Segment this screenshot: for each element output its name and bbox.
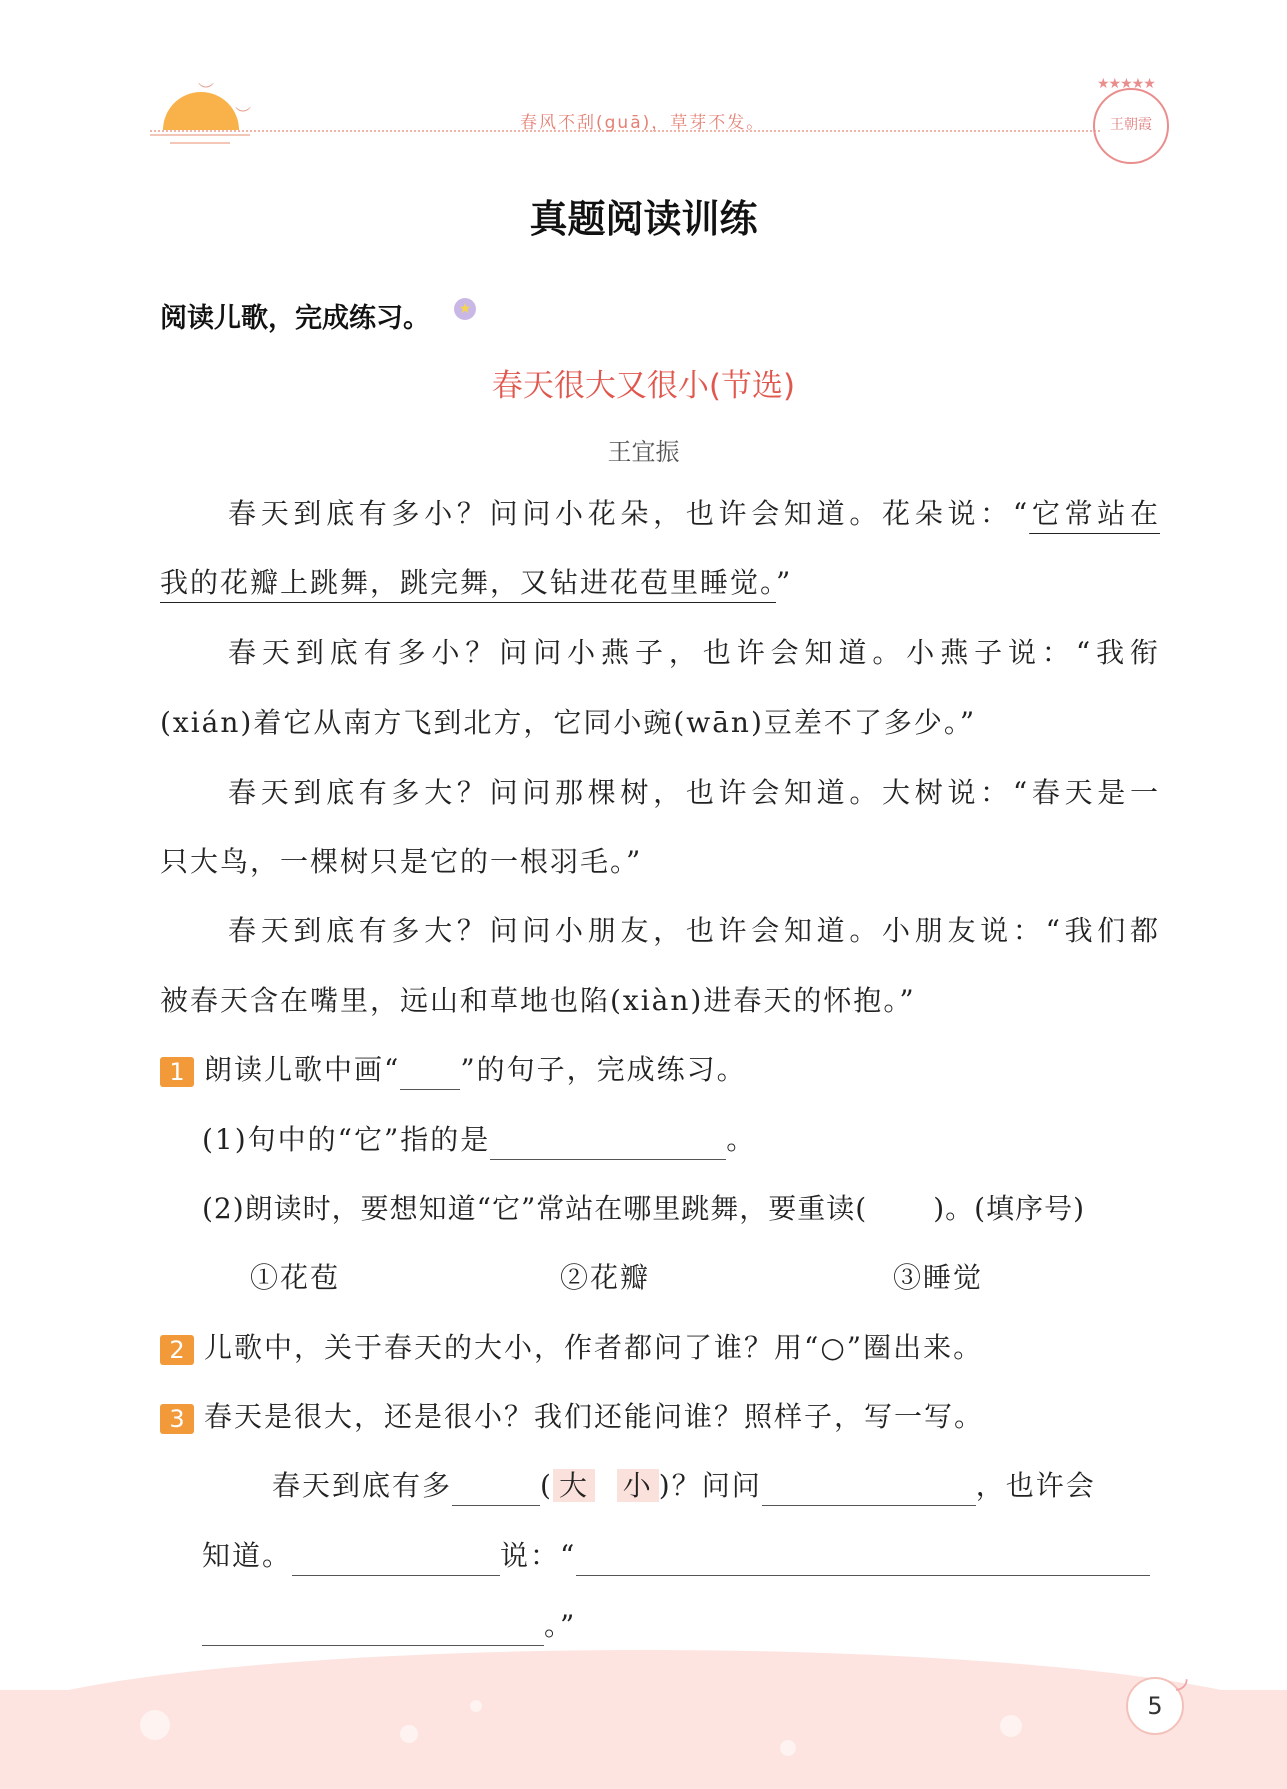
page-title: 真题阅读训练 — [529, 197, 758, 241]
question-text: 说：“ — [500, 1539, 577, 1572]
poem-author: 王宜振 — [607, 438, 680, 466]
question-text: 。” — [544, 1609, 577, 1642]
question-text: 春天到底有多 — [272, 1469, 453, 1502]
option[interactable]: ③睡觉 — [893, 1261, 984, 1294]
underline-sample — [400, 1055, 460, 1090]
option[interactable]: ①花苞 — [250, 1261, 341, 1294]
poem-line: 被春天含在嘴里，远山和草地也陷(xiàn)进春天的怀抱。” — [160, 984, 916, 1017]
answer-blank[interactable] — [202, 1611, 544, 1646]
question-3-fill-line-1 — [272, 1466, 1162, 1506]
bubble-decoration — [140, 1710, 170, 1740]
question-text: 朗读儿歌中画“ — [204, 1053, 401, 1086]
question-3 — [160, 1397, 1160, 1437]
question-text: ( — [540, 1469, 553, 1502]
question-3-fill-line-3 — [202, 1606, 1202, 1646]
answer-blank[interactable] — [452, 1471, 540, 1506]
poem-line: 只大鸟，一棵树只是它的一根羽毛。” — [160, 845, 643, 878]
horizon-line — [170, 142, 230, 144]
bubble-decoration — [470, 1700, 482, 1712]
bubble-decoration — [400, 1725, 418, 1743]
bubble-decoration — [1000, 1715, 1022, 1737]
poem-text: 春天到底有多小？问问小花朵，也许会知道。花朵说：“ — [228, 497, 1030, 530]
question-text: )？问问 — [658, 1469, 762, 1502]
question-text: )。(填序号) — [933, 1192, 1085, 1225]
question-1 — [160, 1050, 1160, 1090]
poem-line: (xián)着它从南方飞到北方，它同小豌(wān)豆差不了多少。” — [160, 706, 977, 739]
question-text: 知道。 — [202, 1539, 293, 1572]
question-number: 2 — [160, 1335, 194, 1365]
instruction: 阅读儿歌，完成练习。 — [160, 303, 430, 334]
poem-title: 春天很大又很小(节选) — [491, 368, 796, 404]
question-1-sub-1 — [202, 1120, 1202, 1160]
brand-seal — [1093, 88, 1169, 164]
option-big[interactable]: 大 — [553, 1469, 595, 1502]
bubble-decoration — [780, 1740, 796, 1756]
poem-line: 春天到底有多大？问问那棵树，也许会知道。大树说：“春天是一 — [228, 776, 1160, 809]
question-2 — [160, 1328, 1160, 1368]
dolphin-icon: ◞ — [1176, 1660, 1188, 1695]
answer-blank[interactable] — [762, 1471, 976, 1506]
question-text: 儿歌中，关于春天的大小，作者都问了谁？用“○”圈出来。 — [204, 1331, 984, 1364]
question-text: 春天是很大，还是很小？我们还能问谁？照样子，写一写。 — [204, 1400, 985, 1433]
poem-line: 春天到底有多小？问问小燕子，也许会知道。小燕子说：“我衔 — [228, 636, 1160, 669]
question-text: (1)句中的“它”指的是 — [202, 1123, 491, 1156]
question-number: 3 — [160, 1404, 194, 1434]
poem-text: ” — [776, 566, 793, 599]
question-3-fill-line-2 — [202, 1536, 1162, 1576]
horizon-line — [150, 134, 250, 136]
question-1-sub-2 — [202, 1189, 1202, 1229]
option[interactable]: ②花瓣 — [560, 1261, 651, 1294]
stars-icon: ★★★★★ — [1097, 76, 1155, 92]
answer-blank[interactable] — [576, 1541, 1150, 1576]
question-text: 。 — [726, 1123, 757, 1156]
poem-line — [160, 494, 1160, 534]
header-motto: 春风不刮(guā)，草芽不发。 — [520, 113, 766, 133]
answer-blank[interactable] — [292, 1541, 500, 1576]
footer-band — [0, 1690, 1287, 1789]
question-text: (2)朗读时，要想知道“它”常站在哪里跳舞，要重读( — [202, 1192, 868, 1225]
star-pin-icon: ★ — [454, 298, 476, 320]
underlined-sentence: 它常站在 — [1029, 497, 1160, 530]
bird-icon: ︶ — [198, 81, 215, 100]
option-small[interactable]: 小 — [617, 1469, 659, 1502]
seal-text: 王朝霞 — [1110, 117, 1152, 134]
question-number: 1 — [160, 1057, 194, 1087]
underlined-sentence: 我的花瓣上跳舞，跳完舞，又钻进花苞里睡觉。 — [160, 566, 777, 599]
question-text: ，也许会 — [975, 1469, 1096, 1502]
page-number: 5 — [1126, 1677, 1184, 1735]
answer-blank[interactable] — [490, 1125, 726, 1160]
question-text: ”的句子，完成练习。 — [460, 1053, 747, 1086]
bird-icon: ︶ — [235, 105, 252, 124]
poem-line: 春天到底有多大？问问小朋友，也许会知道。小朋友说：“我们都 — [228, 914, 1160, 947]
poem-line — [160, 563, 1160, 603]
